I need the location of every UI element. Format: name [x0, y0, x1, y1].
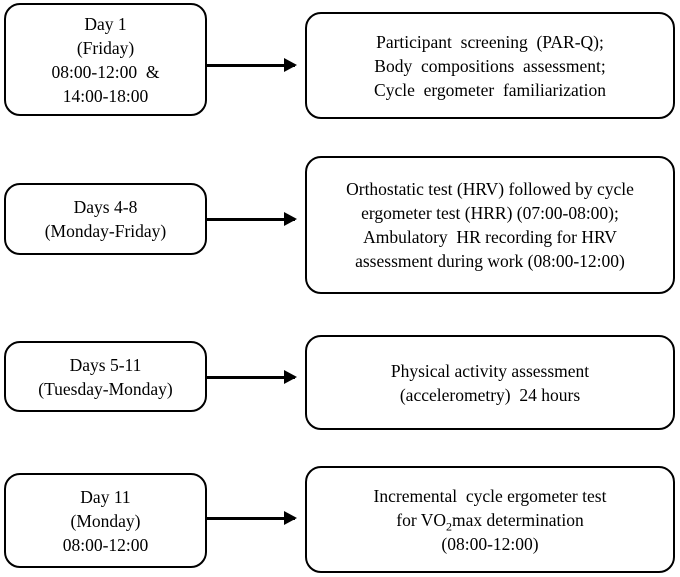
- day-box-3: [4, 341, 207, 412]
- activity-box-2-line-4: assessment during work (08:00-12:00): [355, 251, 625, 271]
- activity-box-4-line-3: (08:00-12:00): [441, 533, 539, 554]
- activity-box-4-line-1: Incremental cycle ergometer test: [373, 485, 607, 506]
- activity-box-2: [305, 156, 675, 294]
- activity-box-2-line-1: Orthostatic test (HRV) followed by cycle: [346, 179, 634, 199]
- activity-box-3: [305, 335, 675, 430]
- arrow-4: [207, 517, 295, 520]
- day-box-1-line-2: (Friday): [76, 37, 135, 58]
- arrow-1: [207, 64, 295, 67]
- activity-box-2-line-2: ergometer test (HRR) (07:00-08:00);: [361, 203, 619, 223]
- activity-box-1-line-3: Cycle ergometer familiarization: [374, 79, 606, 100]
- day-box-1-line-3: 08:00-12:00 &: [51, 61, 160, 82]
- activity-box-1: [305, 12, 675, 119]
- day-box-1-line-4: 14:00-18:00: [62, 85, 149, 106]
- day-box-2-line-1: Days 4-8: [73, 197, 138, 217]
- day-box-4-line-3: 08:00-12:00: [62, 534, 149, 555]
- day-box-3-line-2: (Tuesday-Monday): [38, 378, 173, 399]
- activity-box-1-line-1: Participant screening (PAR-Q);: [376, 31, 604, 52]
- day-box-2-line-2: (Monday-Friday): [44, 221, 167, 241]
- activity-box-3-line-1: Physical activity assessment: [390, 360, 590, 381]
- day-box-4: [4, 473, 207, 568]
- activity-box-1-line-2: Body compositions assessment;: [374, 55, 606, 76]
- activity-box-2-line-3: Ambulatory HR recording for HRV: [363, 227, 617, 247]
- arrow-3: [207, 376, 295, 379]
- vo2max-prefix: for VO: [396, 509, 447, 530]
- day-box-1-line-1: Day 1: [84, 13, 127, 34]
- activity-box-3-line-2: (accelerometry) 24 hours: [399, 384, 581, 405]
- activity-box-4: [305, 466, 675, 573]
- vo2max-suffix: max determination: [452, 509, 584, 530]
- day-box-4-line-2: (Monday): [70, 510, 141, 531]
- vo2max-subscript: 2: [446, 519, 453, 533]
- day-box-1: [4, 3, 207, 116]
- activity-box-4-line-2: [396, 508, 583, 532]
- day-box-4-line-1: Day 11: [80, 486, 131, 507]
- day-box-2: [4, 183, 207, 255]
- day-box-3-line-1: Days 5-11: [69, 354, 142, 375]
- arrow-2: [207, 218, 295, 221]
